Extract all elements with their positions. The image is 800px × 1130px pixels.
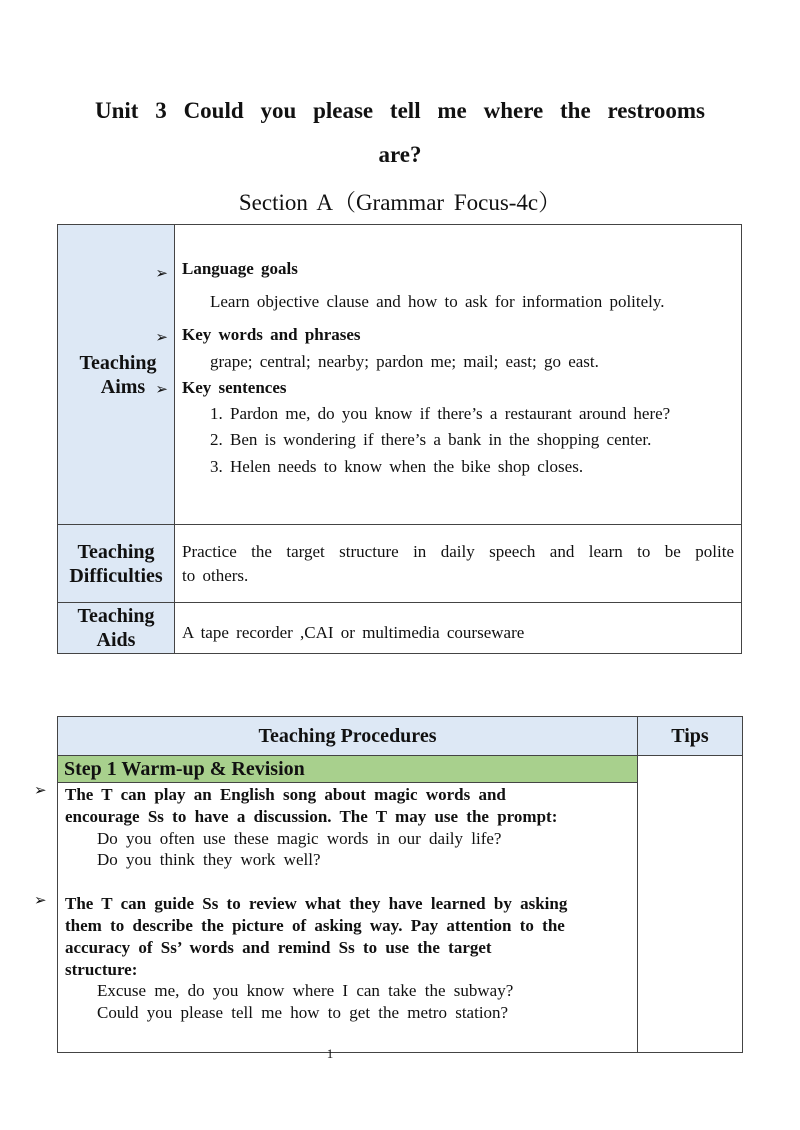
p2-line1: The T can guide Ss to review what they have learned by asking	[65, 894, 568, 913]
teaching-info-table	[57, 224, 742, 654]
difficulties-label-line1: Teaching	[77, 540, 155, 563]
tips-cell	[638, 756, 743, 1053]
step1-content	[58, 783, 638, 1053]
tips-header: Tips	[638, 717, 743, 756]
teaching-aims-label	[58, 225, 175, 525]
doc-title-line1: Unit 3 Could you please tell me where the restrooms	[95, 98, 705, 123]
key-words-label: Key words and phrases	[182, 325, 361, 344]
difficulties-label-line2: Difficulties	[69, 564, 163, 587]
difficulties-text-line2: to others.	[182, 565, 249, 585]
key-sentence-2: 2. Ben is wondering if there’s a bank in the shopping center.	[210, 430, 652, 449]
language-goals-text: Learn objective clause and how to ask for information politely.	[210, 292, 665, 311]
p1-prompt-1: Do you often use these magic words in our daily life?	[97, 829, 502, 848]
arrowhead-bullet-icon: ➢	[34, 781, 47, 799]
arrowhead-bullet-icon: ➢	[155, 380, 168, 398]
aids-label-line1: Teaching	[77, 605, 155, 627]
teaching-aids-label	[58, 603, 175, 654]
key-sentence-3: 3. Helen needs to know when the bike shop closes.	[210, 457, 584, 476]
aims-label-line1: Teaching	[79, 352, 157, 374]
step1-heading: Step 1 Warm-up & Revision	[58, 756, 638, 783]
teaching-difficulties-label	[58, 525, 175, 603]
p1-prompt-2: Do you think they work well?	[97, 850, 321, 869]
language-goals-label: Language goals	[182, 259, 298, 278]
arrowhead-bullet-icon: ➢	[34, 891, 47, 909]
key-words-text: grape; central; nearby; pardon me; mail; east; go east.	[210, 352, 599, 371]
key-sentence-1: 1. Pardon me, do you know if there’s a restaurant around here?	[210, 404, 671, 423]
procedures-header: Teaching Procedures	[58, 717, 638, 756]
aims-label-line2: Aims	[100, 376, 146, 398]
p1-line2: encourage Ss to have a discussion. The T may use the prompt:	[65, 807, 558, 826]
arrowhead-bullet-icon: ➢	[155, 264, 168, 282]
difficulties-text-line1: Practice the target structure in daily speech and learn to be polite	[182, 541, 734, 561]
teaching-aims-content	[175, 225, 742, 525]
arrowhead-bullet-icon: ➢	[155, 328, 168, 346]
p2-prompt-2: Could you please tell me how to get the metro station?	[97, 1003, 509, 1022]
teaching-procedures-table	[57, 716, 743, 1053]
doc-subtitle: Section A（Grammar Focus-4c）	[238, 190, 562, 215]
aids-label-line2: Aids	[96, 629, 136, 651]
teaching-aids-content: A tape recorder ,CAI or multimedia courseware	[175, 603, 742, 654]
key-sentences-label: Key sentences	[182, 378, 287, 397]
teaching-difficulties-content	[175, 525, 742, 603]
p2-line4: structure:	[65, 960, 138, 979]
p1-line1: The T can play an English song about magic words and	[65, 785, 506, 804]
doc-title-line2: are?	[378, 142, 422, 167]
p2-prompt-1: Excuse me, do you know where I can take the subway?	[97, 981, 514, 1000]
page-number: 1	[326, 1046, 334, 1061]
p2-line2: them to describe the picture of asking way. Pay attention to the	[65, 916, 565, 935]
p2-line3: accuracy of Ss’ words and remind Ss to use the target	[65, 938, 492, 957]
